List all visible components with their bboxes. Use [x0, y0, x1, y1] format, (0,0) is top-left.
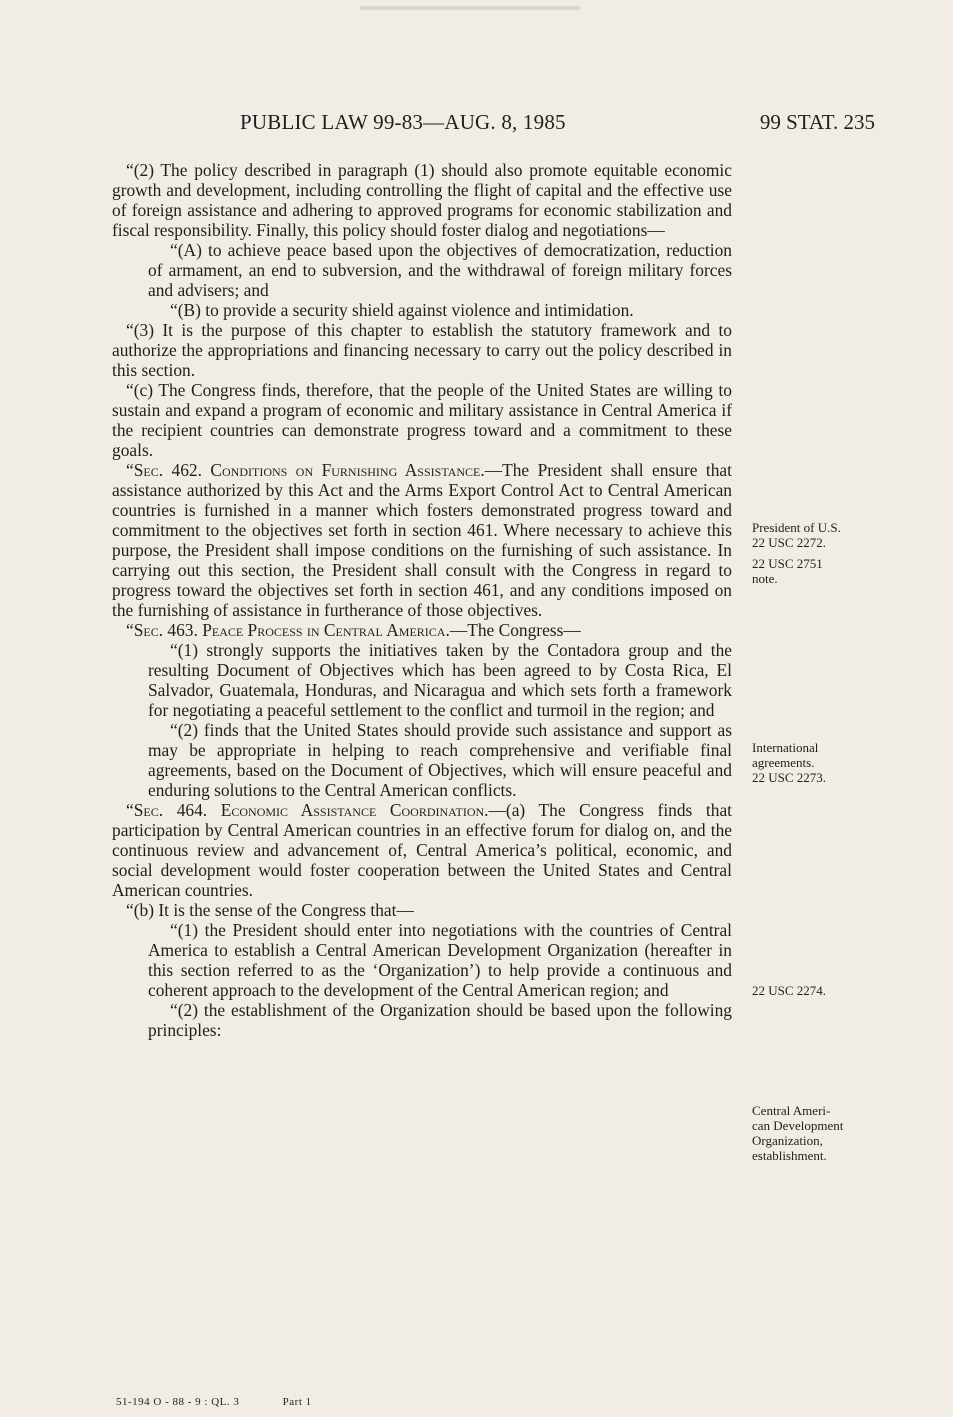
subparagraph-b: “(B) to provide a security shield against violence and intimidation. [170, 300, 634, 320]
margin-note-text: 22 USC 2273. [752, 770, 827, 785]
section-464-heading: “Sec. 464. Economic Assistance Coordination. [126, 800, 489, 820]
margin-note-text: 22 USC 2272. [752, 535, 827, 550]
body-text [112, 160, 732, 1040]
section-462-text: —The President shall ensure that assistance authorized by this Act and the Arms Export Control Act to Central American countries is furnished in a manner which fosters demonstrated progress toward and commitment to the objectives set forth in section 461. Where necessary to achieve this purpose, the President shall impose conditions on the furnishing of such assistance. In carrying out this section, the President shall consult with the Congress in regard to progress toward the objectives set forth in section 461, and any conditions imposed on the furnishing of assistance in furtherance of those objectives. [112, 460, 732, 620]
margin-note-line [752, 1103, 892, 1163]
margin-note-text: establishment. [752, 1148, 827, 1163]
section-463-clause-1: “(1) strongly supports the initiatives taken by the Contadora group and the resulting Document of Objectives which has been agreed to by Costa Rica, El Salvador, Guatemala, Honduras, and Nicaragua and which sets forth a framework for negotiating a peaceful settlement to the conflict and turmoil in the region; and [148, 640, 732, 720]
margin-note-line [752, 740, 892, 785]
margin-note-line [752, 556, 892, 586]
section-464-b-clause-2: “(2) the establishment of the Organization should be based upon the following principles: [148, 1000, 732, 1040]
page-title: PUBLIC LAW 99-83—AUG. 8, 1985 [240, 110, 566, 134]
margin-note-text: International [752, 740, 819, 755]
margin-note-text: agreements. [752, 755, 815, 770]
margin-note-text: 22 USC 2751 [752, 556, 823, 571]
paragraph-2: “(2) The policy described in paragraph (1) should also promote equitable economic growth and development, including controlling the flight of capital and the effective use of foreign assistance and adhering to approved programs for economic stabilization and fiscal responsibility. Finally, this policy should foster dialog and negotiations— [112, 160, 732, 240]
margin-note-organization [752, 1103, 892, 1169]
section-463-heading: “Sec. 463. Peace Process in Central America. [126, 620, 450, 640]
subsection-c: “(c) The Congress finds, therefore, that the people of the United States are willing to sustain and expand a program of economic and military assistance in Central America if the recipient countries can demonstrate progress toward and a commitment to these goals. [112, 380, 732, 460]
margin-note-text: Organization, [752, 1133, 823, 1148]
statute-page-number: 99 STAT. 235 [759, 110, 875, 134]
margin-note-2274 [752, 983, 892, 1004]
margin-note-president [752, 520, 892, 592]
page-footer [116, 1396, 352, 1408]
margin-note-line [752, 520, 892, 550]
margin-note-text: Central Ameri- [752, 1103, 831, 1118]
section-464-text: —(a) The Congress finds that participation by Central American countries in an effective forum for dialog on, and the continuous review and advancement of, Central America’s political, economic, and social development would foster cooperation between the United States and Central American countries. [112, 800, 732, 900]
top-scan-mark [360, 6, 580, 10]
margin-note-text: President of U.S. [752, 520, 841, 535]
section-463-text: —The Congress— [449, 620, 581, 640]
part-label: Part 1 [282, 1396, 312, 1408]
section-463-clause-2: “(2) finds that the United States should provide such assistance and support as may be appropriate in helping to reach comprehensive and verifiable final agreements, based on the Document of Objectives, which will ensure peaceful and enduring solutions to the Central American conflicts. [148, 720, 732, 800]
margin-note-text: note. [752, 571, 778, 586]
section-463 [112, 620, 732, 640]
margin-note-text: can Development [752, 1118, 844, 1133]
section-464-b-clause-1: “(1) the President should enter into negotiations with the countries of Central America to establish a Central American Development Organization (hereafter in this section referred to as the ‘Organization’) to help provide a continuous and coherent approach to the development of the Central American region; and [148, 920, 732, 1000]
page-header [0, 110, 953, 140]
section-464 [112, 800, 732, 900]
margin-note-international [752, 740, 892, 791]
print-code: 51-194 O - 88 - 9 : QL. 3 [116, 1396, 240, 1408]
paragraph-3: “(3) It is the purpose of this chapter to establish the statutory framework and to authorize the appropriations and financing necessary to carry out the policy described in this section. [112, 320, 732, 380]
margin-note-text: 22 USC 2274. [752, 983, 827, 998]
subparagraph-a: “(A) to achieve peace based upon the objectives of democratization, reduction of armament, an end to subversion, and the withdrawal of foreign military forces and advisers; and [148, 240, 732, 300]
section-464-subsection-b: “(b) It is the sense of the Congress that— [126, 900, 414, 920]
section-462 [112, 460, 732, 620]
section-462-heading: “Sec. 462. Conditions on Furnishing Assistance. [126, 460, 485, 480]
